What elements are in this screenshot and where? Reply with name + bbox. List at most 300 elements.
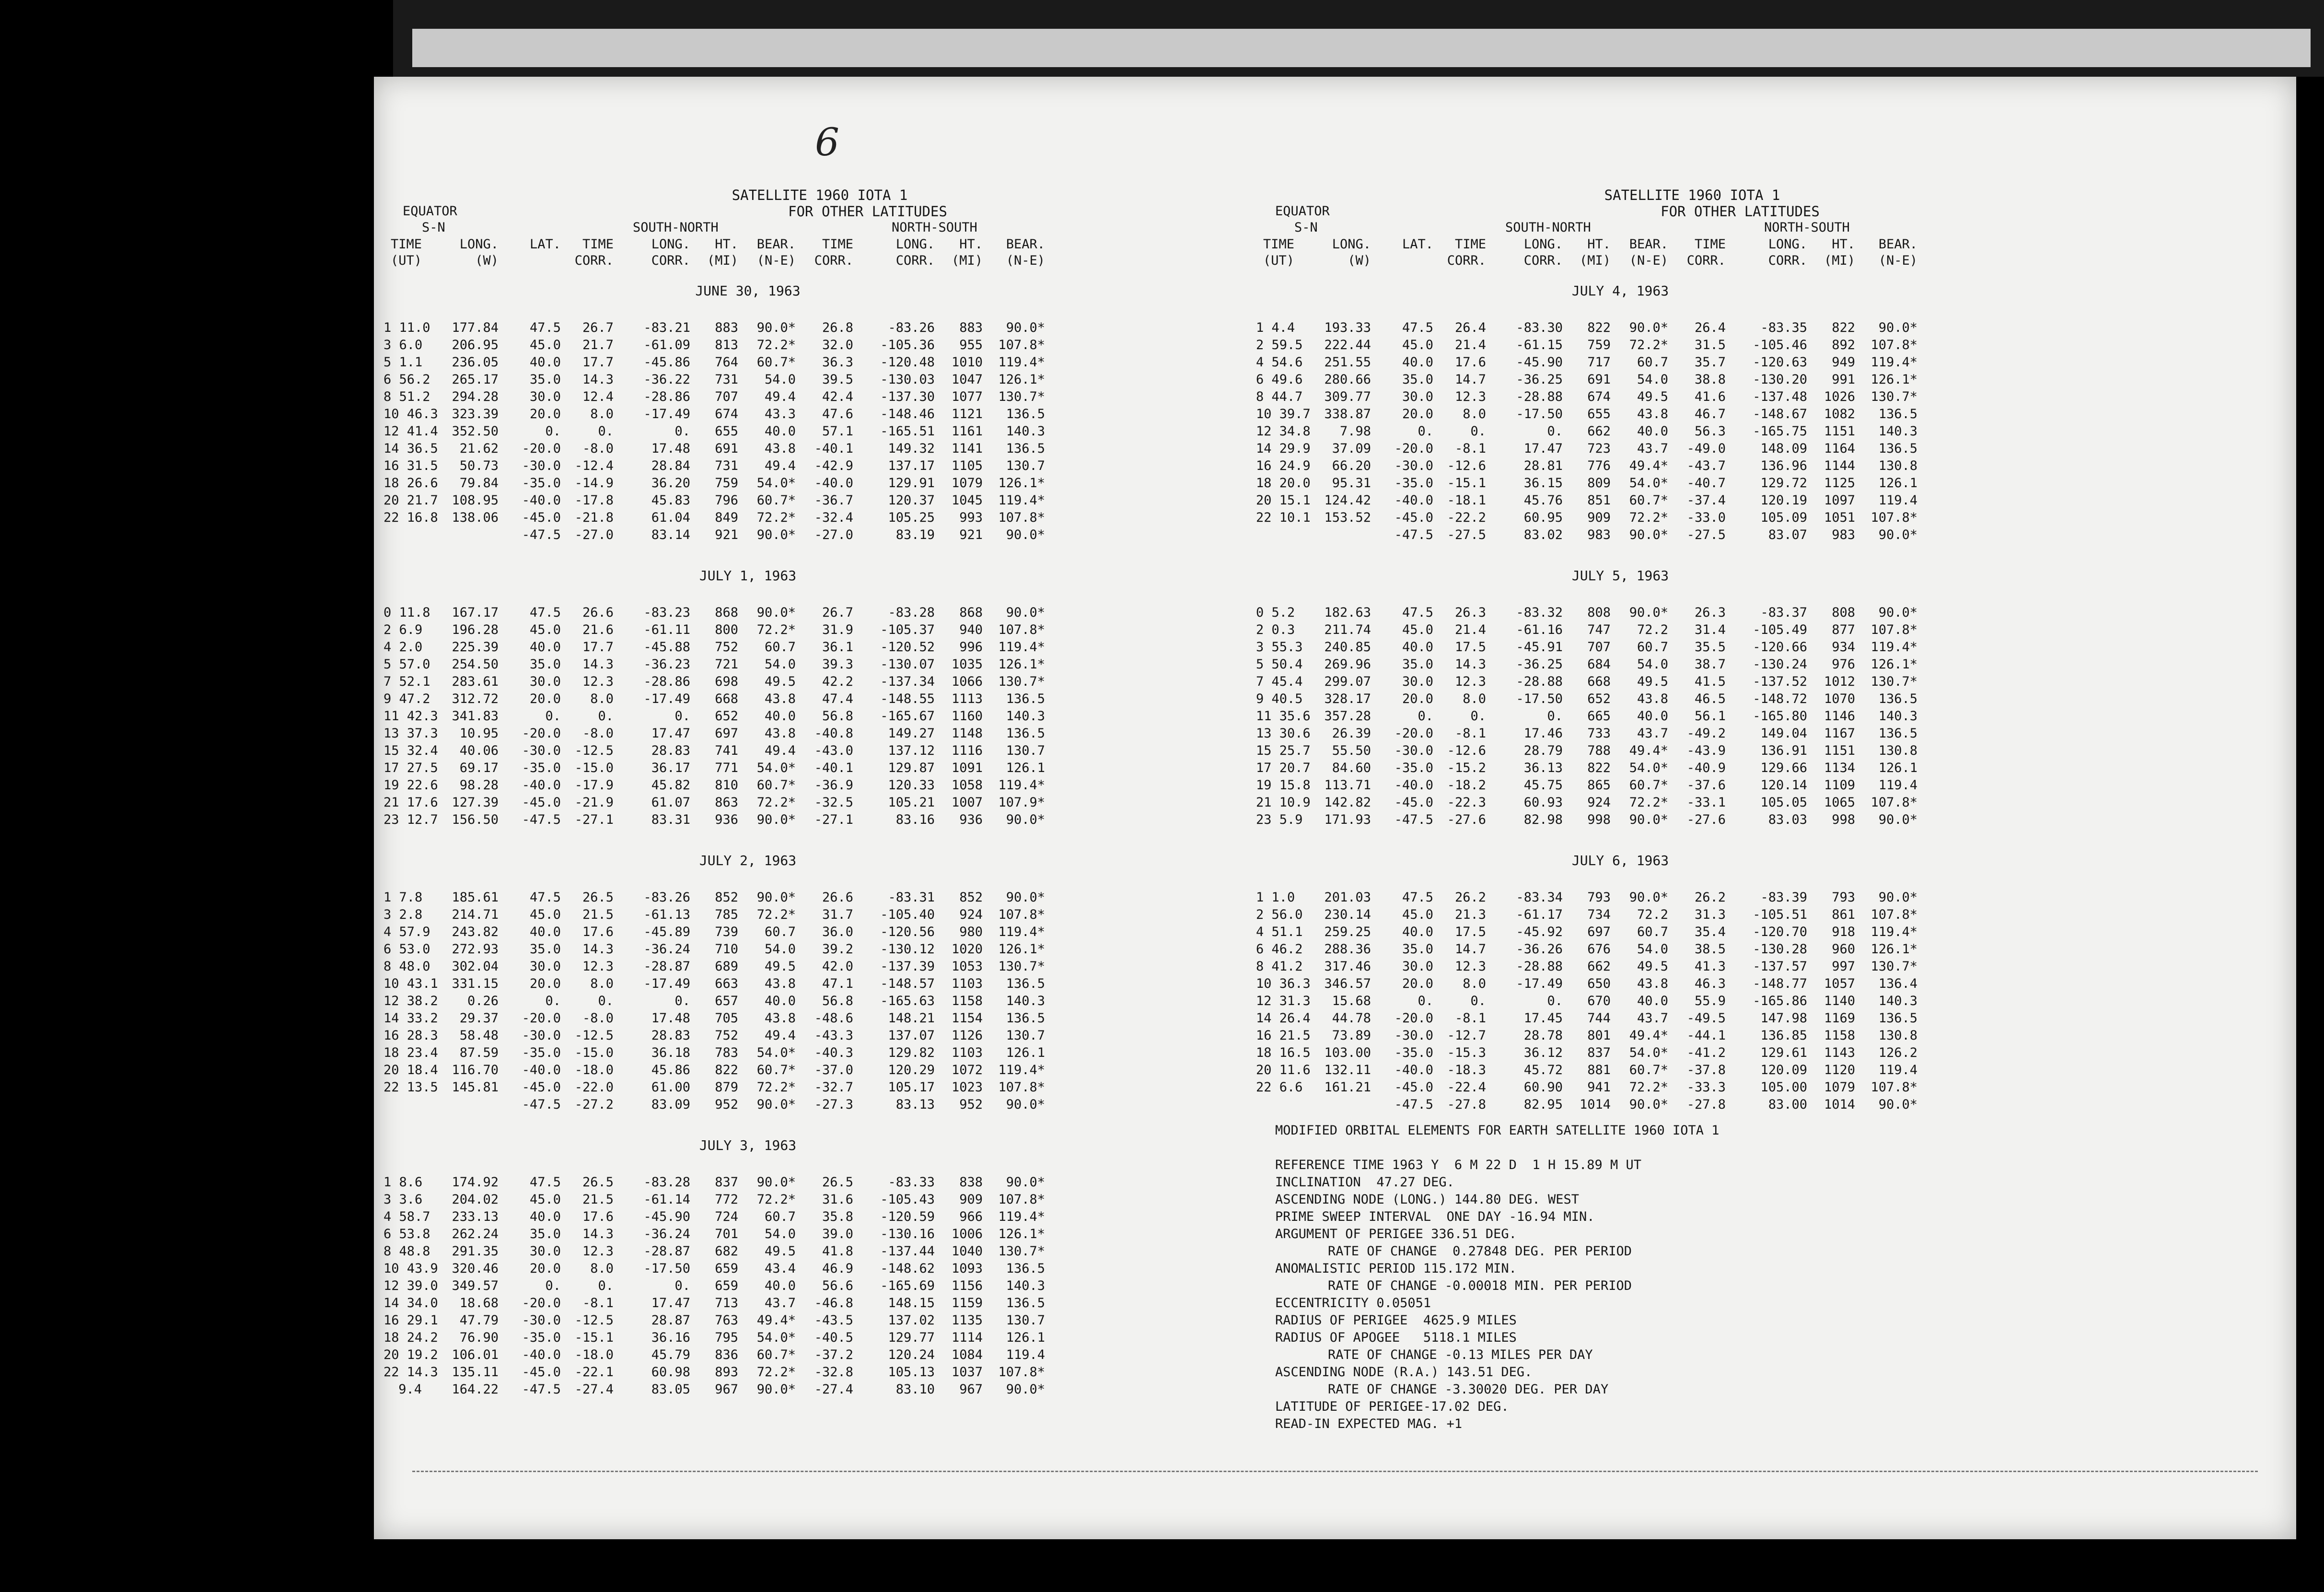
table-cell: 126.1* — [998, 476, 1045, 491]
table-cell: -41.2 — [1686, 1045, 1726, 1060]
table-cell: 771 — [715, 761, 738, 775]
table-cell: 1020 — [951, 942, 983, 957]
table-cell: 30.0 — [529, 1244, 561, 1259]
table-cell: 49.5 — [764, 1244, 796, 1259]
table-cell: -35.0 — [1394, 1045, 1433, 1060]
table-cell: 1091 — [951, 761, 983, 775]
table-cell: 243.82 — [452, 925, 499, 939]
column-header: (N-E) — [1878, 253, 1917, 268]
table-cell: 12 39.0 — [383, 1278, 438, 1293]
table-cell: -40.0 — [522, 493, 561, 508]
table-cell: 36.13 — [1523, 761, 1563, 775]
table-cell: 998 — [1832, 812, 1855, 827]
table-cell: 14 34.0 — [383, 1296, 438, 1311]
table-cell: 697 — [1587, 925, 1611, 939]
table-cell: 204.02 — [452, 1192, 499, 1207]
table-cell: 43.7 — [1637, 726, 1668, 741]
table-cell: 960 — [1832, 942, 1855, 957]
table-row — [1256, 639, 2157, 656]
table-cell: 105.21 — [888, 795, 935, 810]
table-cell: 17.45 — [1523, 1011, 1563, 1026]
table-cell: 72.2* — [1629, 338, 1668, 352]
table-cell: 32.0 — [822, 338, 853, 352]
table-cell: -28.88 — [1516, 674, 1563, 689]
table-cell: 349.57 — [452, 1278, 499, 1293]
table-cell: 8.0 — [590, 976, 614, 991]
table-row — [383, 639, 1285, 656]
table-cell: -130.24 — [1753, 657, 1807, 672]
table-row — [1256, 371, 2157, 388]
table-cell: 309.77 — [1324, 389, 1371, 404]
table-cell: 107.8* — [1871, 1080, 1917, 1095]
table-cell: -20.0 — [1394, 726, 1433, 741]
table-cell: 130.8 — [1878, 1028, 1917, 1043]
table-cell: 43.7 — [764, 1296, 796, 1311]
table-row — [383, 958, 1285, 975]
equator-label: EQUATOR — [1275, 204, 1330, 219]
table-cell: -148.67 — [1753, 407, 1807, 421]
table-cell: 30.0 — [1402, 389, 1433, 404]
table-cell: 17.47 — [651, 1296, 690, 1311]
day-title: JUNE 30, 1963 — [695, 283, 801, 299]
table-cell: 3 55.3 — [1256, 640, 1303, 655]
table-cell: -43.0 — [814, 743, 853, 758]
table-cell: 120.24 — [888, 1347, 935, 1362]
table-cell: 90.0* — [756, 1175, 796, 1190]
table-cell: 0. — [545, 424, 561, 439]
table-cell: 45.0 — [529, 1192, 561, 1207]
table-cell: 801 — [1587, 1028, 1611, 1043]
table-cell: -35.0 — [522, 476, 561, 491]
table-cell: 17.5 — [1454, 925, 1486, 939]
table-cell: 82.95 — [1523, 1097, 1563, 1112]
table-cell: 30.0 — [529, 959, 561, 974]
table-cell: 10 36.3 — [1256, 976, 1311, 991]
table-cell: 689 — [715, 959, 738, 974]
table-cell: -83.28 — [888, 605, 935, 620]
table-cell: 129.91 — [888, 476, 935, 491]
table-cell: 156.50 — [452, 812, 499, 827]
table-row — [383, 811, 1285, 829]
table-cell: -130.28 — [1753, 942, 1807, 957]
table-cell: 54.0* — [756, 1330, 796, 1345]
table-cell: -47.5 — [522, 1382, 561, 1397]
table-cell: 120.09 — [1760, 1063, 1807, 1077]
table-cell: -30.0 — [1394, 1028, 1433, 1043]
table-cell: 136.5 — [1878, 691, 1917, 706]
column-header: BEAR. — [1878, 237, 1917, 252]
table-cell: 28.83 — [651, 1028, 690, 1043]
table-cell: 72.2* — [756, 1365, 796, 1380]
table-cell: 12 31.3 — [1256, 994, 1311, 1008]
table-cell: -27.5 — [1447, 527, 1486, 542]
table-cell: -15.1 — [1447, 476, 1486, 491]
table-cell: 879 — [715, 1080, 738, 1095]
table-cell: -137.39 — [880, 959, 935, 974]
column-header: TIME — [582, 237, 614, 252]
table-cell: -47.5 — [522, 1097, 561, 1112]
table-cell: 132.11 — [1324, 1063, 1371, 1077]
table-cell: 3 3.6 — [383, 1192, 423, 1207]
table-cell: -130.16 — [880, 1227, 935, 1241]
table-cell: -61.11 — [643, 622, 690, 637]
table-cell: -21.8 — [574, 510, 614, 525]
table-cell: 1 4.4 — [1256, 320, 1295, 335]
table-cell: 90.0* — [756, 320, 796, 335]
table-cell: 130.7* — [998, 674, 1045, 689]
table-cell: -40.0 — [814, 476, 853, 491]
table-cell: 140.3 — [1878, 994, 1917, 1008]
table-cell: 12.3 — [582, 1244, 614, 1259]
table-cell: 107.8* — [1871, 338, 1917, 352]
sn-label: S-N — [422, 220, 445, 235]
table-cell: 7.98 — [1339, 424, 1371, 439]
table-cell: -28.86 — [643, 674, 690, 689]
table-cell: -36.22 — [643, 372, 690, 387]
table-cell: 90.0* — [1006, 1382, 1045, 1397]
table-cell: 7 45.4 — [1256, 674, 1303, 689]
table-cell: 60.90 — [1523, 1080, 1563, 1095]
table-cell: -27.6 — [1447, 812, 1486, 827]
table-cell: 1066 — [951, 674, 983, 689]
table-cell: 7 52.1 — [383, 674, 430, 689]
table-cell: 39.5 — [822, 372, 853, 387]
table-cell: 185.61 — [452, 890, 499, 905]
table-cell: -45.92 — [1516, 925, 1563, 939]
table-cell: -27.1 — [574, 812, 614, 827]
table-cell: 120.14 — [1760, 778, 1807, 793]
table-cell: 60.98 — [651, 1365, 690, 1380]
table-cell: 119.4 — [1006, 1347, 1045, 1362]
table-cell: 20.0 — [1402, 976, 1433, 991]
north-south-label: NORTH-SOUTH — [892, 220, 977, 235]
table-cell: 822 — [1832, 320, 1855, 335]
table-cell: 12.3 — [582, 959, 614, 974]
table-cell: 129.87 — [888, 761, 935, 775]
table-cell: 21.62 — [459, 441, 499, 456]
day-title: JULY 1, 1963 — [699, 568, 797, 584]
table-cell: 12.3 — [1454, 959, 1486, 974]
table-cell: 352.50 — [452, 424, 499, 439]
table-cell: 652 — [1587, 691, 1611, 706]
table-cell: 136.5 — [1006, 1296, 1045, 1311]
table-cell: 45.0 — [1402, 338, 1433, 352]
table-cell: 130.7 — [1006, 458, 1045, 473]
table-cell: -17.8 — [574, 493, 614, 508]
table-cell: 28.81 — [1523, 458, 1563, 473]
table-cell: 126.1* — [998, 1227, 1045, 1241]
table-cell: 1097 — [1824, 493, 1855, 508]
table-cell: 31.3 — [1694, 907, 1726, 922]
table-cell: 136.96 — [1760, 458, 1807, 473]
table-cell: 140.3 — [1878, 424, 1917, 439]
table-cell: 116.70 — [452, 1063, 499, 1077]
table-cell: 46.9 — [822, 1261, 853, 1276]
table-cell: 136.5 — [1878, 1011, 1917, 1026]
table-cell: 43.8 — [1637, 407, 1668, 421]
table-cell: 1 1.0 — [1256, 890, 1295, 905]
table-cell: 1141 — [951, 441, 983, 456]
table-cell: 60.7* — [756, 493, 796, 508]
table-cell: 54.0 — [764, 942, 796, 957]
table-cell: 45.82 — [651, 778, 690, 793]
table-cell: 851 — [1587, 493, 1611, 508]
table-cell: 10 43.9 — [383, 1261, 438, 1276]
table-cell: 991 — [1832, 372, 1855, 387]
table-cell: -12.5 — [574, 743, 614, 758]
table-cell: 763 — [715, 1313, 738, 1328]
table-cell: 26.3 — [1454, 605, 1486, 620]
table-cell: 670 — [1587, 994, 1611, 1008]
table-cell: 836 — [715, 1347, 738, 1362]
table-cell: 49.5 — [1637, 389, 1668, 404]
header-col_row2 — [1256, 252, 2157, 269]
table-cell: 54.0* — [1629, 761, 1668, 775]
table-cell: 119.4 — [1878, 493, 1917, 508]
table-cell: -36.7 — [814, 493, 853, 508]
table-cell: 47.5 — [529, 605, 561, 620]
table-cell: 83.13 — [895, 1097, 935, 1112]
table-row — [383, 1044, 1285, 1062]
element-line: RADIUS OF PERIGEE 4625.9 MILES — [1275, 1313, 1517, 1328]
table-cell: 126.1* — [998, 657, 1045, 672]
table-cell: -17.50 — [643, 1261, 690, 1276]
table-cell: 56.6 — [822, 1278, 853, 1293]
table-cell: 49.4* — [1629, 1028, 1668, 1043]
table-cell: 120.37 — [888, 493, 935, 508]
column-header: HT. — [715, 237, 738, 252]
table-cell: 36.15 — [1523, 476, 1563, 491]
table-cell: 49.4 — [764, 458, 796, 473]
element-line: RATE OF CHANGE -0.00018 MIN. PER PERIOD — [1328, 1278, 1632, 1293]
elements-lines — [1275, 1157, 1720, 1433]
table-cell: 18 16.5 — [1256, 1045, 1311, 1060]
table-cell: 66.20 — [1332, 458, 1371, 473]
table-cell: 724 — [715, 1209, 738, 1224]
table-cell: 43.8 — [764, 1011, 796, 1026]
header-col_row1 — [383, 236, 1285, 253]
table-row — [383, 1364, 1285, 1381]
table-row — [383, 1381, 1285, 1398]
table-cell: 20 11.6 — [1256, 1063, 1311, 1077]
table-cell: 1169 — [1824, 1011, 1855, 1026]
table-cell: 1057 — [1824, 976, 1855, 991]
table-cell: 793 — [1832, 890, 1855, 905]
table-cell: 140.3 — [1006, 424, 1045, 439]
table-cell: -83.21 — [643, 320, 690, 335]
table-cell: 60.7 — [1637, 640, 1668, 655]
table-cell: -28.86 — [643, 389, 690, 404]
table-cell: 60.7* — [756, 355, 796, 370]
table-row — [1256, 440, 2157, 457]
table-cell: 6 56.2 — [383, 372, 430, 387]
table-cell: 28.79 — [1523, 743, 1563, 758]
table-cell: -27.0 — [814, 527, 853, 542]
table-cell: -40.0 — [522, 1063, 561, 1077]
table-cell: 130.7 — [1006, 1313, 1045, 1328]
table-row — [1256, 975, 2157, 993]
table-cell: 90.0* — [1006, 527, 1045, 542]
table-cell: 17.6 — [582, 1209, 614, 1224]
table-cell: 5 57.0 — [383, 657, 430, 672]
table-cell: 331.15 — [452, 976, 499, 991]
table-cell: 731 — [715, 458, 738, 473]
day-title: JULY 6, 1963 — [1571, 853, 1669, 868]
table-cell: 113.71 — [1324, 778, 1371, 793]
table-cell: 21.5 — [582, 907, 614, 922]
table-cell: 26.3 — [1694, 605, 1726, 620]
table-cell: 90.0* — [756, 605, 796, 620]
table-cell: 41.3 — [1694, 959, 1726, 974]
table-cell: -148.57 — [880, 976, 935, 991]
table-cell: 136.5 — [1006, 407, 1045, 421]
table-cell: 1007 — [951, 795, 983, 810]
table-cell: 28.87 — [651, 1313, 690, 1328]
table-cell: 126.1* — [1871, 372, 1917, 387]
table-cell: -17.49 — [1516, 976, 1563, 991]
table-cell: 280.66 — [1324, 372, 1371, 387]
table-cell: 808 — [1832, 605, 1855, 620]
table-cell: -8.1 — [1454, 441, 1486, 456]
table-cell: 752 — [715, 640, 738, 655]
table-cell: 72.2* — [756, 907, 796, 922]
table-cell: 0 5.2 — [1256, 605, 1295, 620]
table-cell: 57.1 — [822, 424, 853, 439]
table-cell: 107.8* — [998, 1192, 1045, 1207]
table-cell: 16 31.5 — [383, 458, 438, 473]
table-cell: 45.72 — [1523, 1063, 1563, 1077]
table-cell: -32.7 — [814, 1080, 853, 1095]
table-subtitle: FOR OTHER LATITUDES — [1661, 203, 1820, 220]
table-cell: 20.0 — [529, 407, 561, 421]
table-cell: -15.1 — [574, 1330, 614, 1345]
table-row — [383, 1226, 1285, 1243]
table-cell: 8.0 — [590, 407, 614, 421]
table-cell: 12.4 — [582, 389, 614, 404]
table-cell: 126.1 — [1878, 476, 1917, 491]
table-cell: 56.3 — [1694, 424, 1726, 439]
table-cell: 49.4 — [764, 743, 796, 758]
table-cell: 119.4* — [998, 493, 1045, 508]
table-cell: 35.5 — [1694, 640, 1726, 655]
table-row — [383, 941, 1285, 958]
handwritten-page-mark: 6 — [815, 120, 839, 164]
table-cell: 107.8* — [998, 338, 1045, 352]
table-cell: 949 — [1832, 355, 1855, 370]
table-cell: 796 — [715, 493, 738, 508]
table-cell: 119.4* — [998, 1209, 1045, 1224]
table-cell: 20.0 — [529, 1261, 561, 1276]
table-cell: 18 26.6 — [383, 476, 438, 491]
table-cell: -137.52 — [1753, 674, 1807, 689]
table-cell: 877 — [1832, 622, 1855, 637]
table-cell: 108.95 — [452, 493, 499, 508]
table-cell: -22.3 — [1447, 795, 1486, 810]
column-header: LONG. — [459, 237, 499, 252]
table-cell: 72.2 — [1637, 907, 1668, 922]
table-cell: 47.5 — [1402, 320, 1433, 335]
table-cell: -105.43 — [880, 1192, 935, 1207]
table-cell: -17.50 — [1516, 407, 1563, 421]
table-cell: 90.0* — [756, 1097, 796, 1112]
table-cell: 1103 — [951, 1045, 983, 1060]
table-row — [1256, 354, 2157, 371]
table-cell: -30.0 — [522, 1313, 561, 1328]
table-cell: 40.0 — [529, 1209, 561, 1224]
table-cell: -148.46 — [880, 407, 935, 421]
table-cell: 49.5 — [1637, 959, 1668, 974]
table-cell: -83.32 — [1516, 605, 1563, 620]
day-title: JULY 5, 1963 — [1571, 568, 1669, 584]
table-cell: 10 46.3 — [383, 407, 438, 421]
table-row — [1256, 509, 2157, 527]
table-cell: -28.88 — [1516, 959, 1563, 974]
table-cell: 193.33 — [1324, 320, 1371, 335]
table-cell: 98.28 — [459, 778, 499, 793]
table-cell: 137.17 — [888, 458, 935, 473]
table-cell: 54.0* — [756, 1045, 796, 1060]
table-cell: 136.5 — [1006, 1261, 1045, 1276]
film-edge — [412, 29, 2311, 67]
table-cell: 90.0* — [1878, 890, 1917, 905]
table-cell: -48.6 — [814, 1011, 853, 1026]
table-cell: 14.3 — [582, 657, 614, 672]
table-cell: 892 — [1832, 338, 1855, 352]
table-cell: 1012 — [1824, 674, 1855, 689]
table-cell: 657 — [715, 994, 738, 1008]
table-cell: 1167 — [1824, 726, 1855, 741]
table-row — [1256, 527, 2157, 544]
table-cell: 733 — [1587, 726, 1611, 741]
table-cell: 21 17.6 — [383, 795, 438, 810]
table-cell: -8.0 — [582, 1011, 614, 1026]
table-cell: -36.25 — [1516, 657, 1563, 672]
table-cell: 40.0 — [529, 640, 561, 655]
table-cell: 60.95 — [1523, 510, 1563, 525]
table-cell: -12.4 — [574, 458, 614, 473]
table-row — [1256, 794, 2157, 811]
table-cell: 764 — [715, 355, 738, 370]
table-row — [383, 975, 1285, 993]
table-cell: 42.2 — [822, 674, 853, 689]
table-cell: 140.3 — [1006, 709, 1045, 724]
table-row — [1256, 337, 2157, 354]
table-cell: 14 29.9 — [1256, 441, 1311, 456]
table-cell: -37.2 — [814, 1347, 853, 1362]
table-cell: 837 — [1587, 1045, 1611, 1060]
table-cell: 691 — [715, 441, 738, 456]
table-cell: 60.7* — [756, 1063, 796, 1077]
table-cell: -36.25 — [1516, 372, 1563, 387]
table-cell: 83.16 — [895, 812, 935, 827]
table-cell: 8.0 — [1463, 691, 1486, 706]
table-cell: 69.17 — [459, 761, 499, 775]
table-cell: -137.44 — [880, 1244, 935, 1259]
table-cell: 20.0 — [529, 976, 561, 991]
table-row — [383, 1346, 1285, 1364]
table-cell: 822 — [715, 1063, 738, 1077]
table-cell: 56.8 — [822, 709, 853, 724]
table-cell: -30.0 — [1394, 458, 1433, 473]
table-cell: -120.59 — [880, 1209, 935, 1224]
table-cell: 299.07 — [1324, 674, 1371, 689]
table-cell: 42.0 — [822, 959, 853, 974]
table-cell: -46.8 — [814, 1296, 853, 1311]
table-cell: 1143 — [1824, 1045, 1855, 1060]
table-cell: 31.9 — [822, 622, 853, 637]
table-cell: 119.4* — [998, 355, 1045, 370]
table-cell: 21.4 — [1454, 622, 1486, 637]
